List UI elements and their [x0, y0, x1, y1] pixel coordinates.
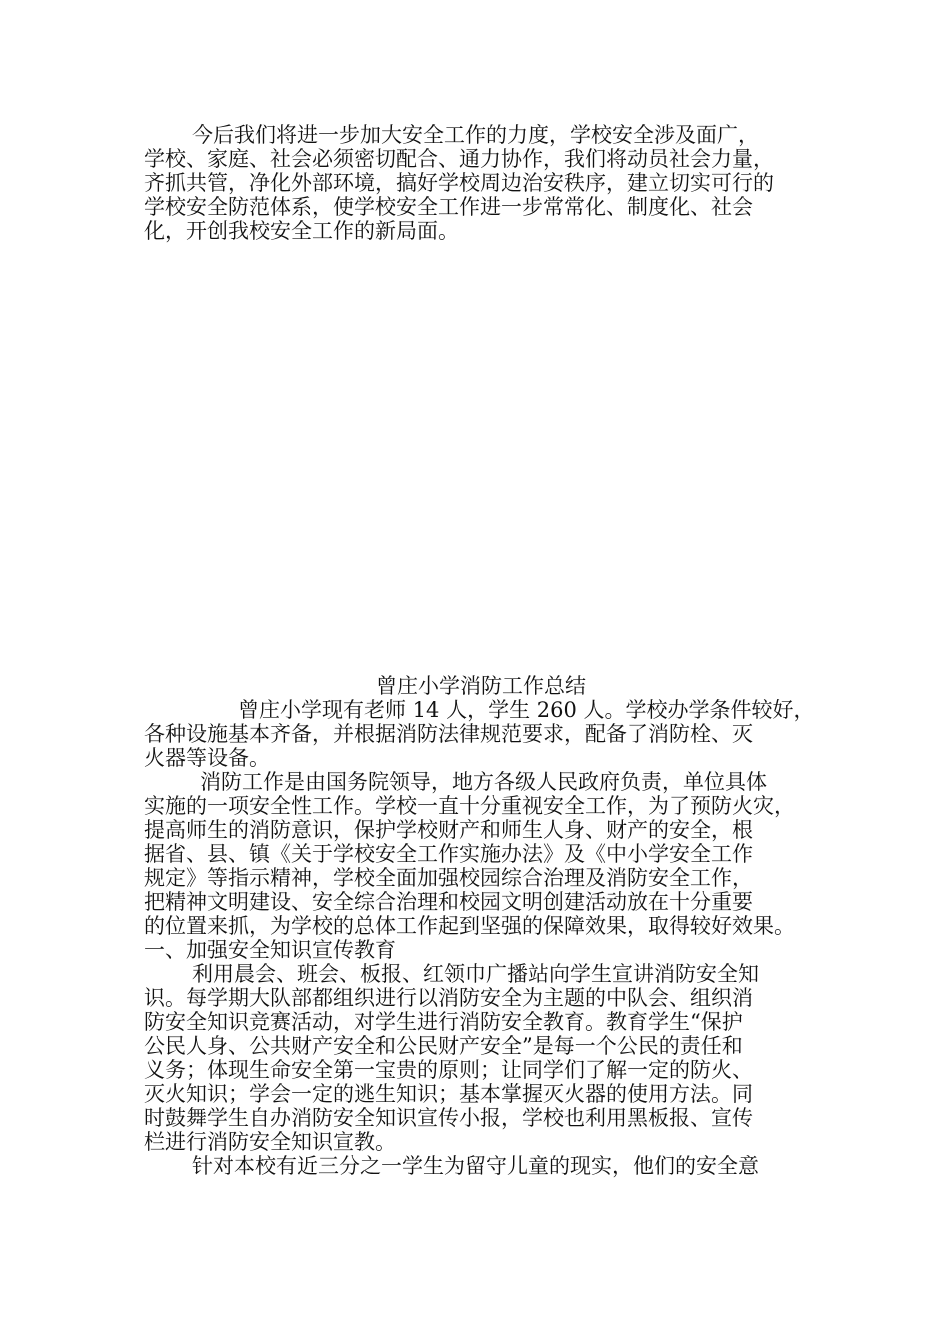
paragraph-line: 曾庄小学现有老师 14 人，学生 260 人。学校办学条件较好，: [238, 698, 815, 722]
paragraph-line: 齐抓共管，净化外部环境，搞好学校周边治安秩序，建立切实可行的: [144, 171, 774, 195]
paragraph-line: 学校安全防范体系，使学校安全工作进一步常常化、制度化、社会: [144, 195, 753, 219]
paragraph-line: 火器等设备。: [144, 746, 270, 770]
paragraph-line: 规定》等指示精神，学校全面加强校园综合治理及消防安全工作，: [144, 866, 753, 890]
paragraph-line: 针对本校有近三分之一学生为留守儿童的现实，他们的安全意: [192, 1154, 759, 1178]
paragraph-line: 时鼓舞学生自办消防安全知识宣传小报，学校也利用黑板报、宣传: [144, 1106, 753, 1130]
section-heading: 一、加强安全知识宣传教育: [144, 938, 396, 962]
paragraph-line: 识。每学期大队部都组织进行以消防安全为主题的中队会、组织消: [144, 986, 753, 1010]
paragraph-line: 据省、县、镇《关于学校安全工作实施办法》及《中小学安全工作: [144, 842, 753, 866]
paragraph-line: 提高师生的消防意识，保护学校财产和师生人身、财产的安全，根: [144, 818, 753, 842]
paragraph-line: 公民人身、公共财产安全和公民财产安全”是每一个公民的责任和: [144, 1034, 743, 1058]
paragraph-line: 灭火知识；学会一定的逃生知识；基本掌握灭火器的使用方法。同: [144, 1082, 753, 1106]
paragraph-line: 各种设施基本齐备，并根据消防法律规范要求，配备了消防栓、灭: [144, 722, 753, 746]
paragraph-line: 利用晨会、班会、板报、红领巾广播站向学生宣讲消防安全知: [192, 962, 759, 986]
paragraph-line: 防安全知识竞赛活动，对学生进行消防安全教育。教育学生“保护: [144, 1010, 743, 1034]
paragraph-line: 学校、家庭、社会必须密切配合、通力协作，我们将动员社会力量，: [144, 147, 774, 171]
paragraph-line: 消防工作是由国务院领导，地方各级人民政府负责，单位具体: [200, 770, 767, 794]
paragraph-line: 今后我们将进一步加大安全工作的力度，学校安全涉及面广，: [192, 123, 759, 147]
paragraph-line: 的位置来抓，为学校的总体工作起到坚强的保障效果，取得较好效果。: [144, 914, 795, 938]
paragraph-line: 把精神文明建设、安全综合治理和校园文明创建活动放在十分重要: [144, 890, 753, 914]
document-title: 曾庄小学消防工作总结: [376, 674, 586, 698]
paragraph-line: 栏进行消防安全知识宣教。: [144, 1130, 396, 1154]
paragraph-line: 实施的一项安全性工作。学校一直十分重视安全工作，为了预防火灾，: [144, 794, 795, 818]
paragraph-line: 化，开创我校安全工作的新局面。: [144, 219, 459, 243]
paragraph-line: 义务；体现生命安全第一宝贵的原则；让同学们了解一定的防火、: [144, 1058, 753, 1082]
